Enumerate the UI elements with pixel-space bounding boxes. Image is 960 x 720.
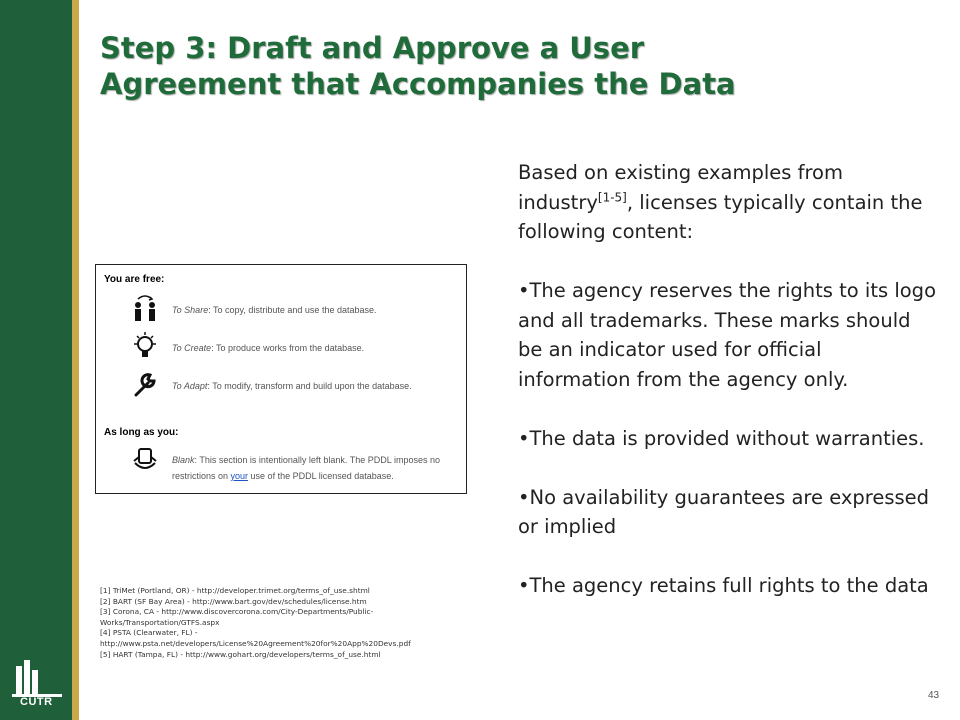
adapt-row	[172, 381, 412, 391]
title-line-2: Agreement that Accompanies the Data	[100, 67, 736, 101]
create-term: To Create	[172, 343, 212, 353]
bullet-item: •No availability guarantees are expressed or implied	[518, 485, 930, 538]
create-row	[172, 343, 364, 353]
intro-citation: [1-5]	[597, 190, 627, 204]
bullet-item: •The agency reserves the rights to its logo and all trademarks. These marks should be an indicator used for official information from the agency only.	[518, 279, 936, 391]
reference-line: [3] Corona, CA - http://www.discovercorona.com/City-Departments/Public-	[100, 607, 374, 617]
blank-line2-post: use of the PDDL licensed database.	[248, 471, 394, 481]
intro-text-end: , licenses typically contain the following content:	[518, 190, 923, 243]
adapt-term: To Adapt	[172, 381, 208, 391]
bullet-item: •The data is provided without warranties.	[518, 426, 925, 450]
blank-line2-pre: restrictions on	[172, 471, 231, 481]
people-share-icon	[130, 293, 160, 323]
slide-title	[100, 30, 920, 102]
bullet-item: •The agency retains full rights to the data	[518, 574, 929, 597]
intro-text: Based on existing examples from industry	[518, 161, 843, 214]
blank-desc: : This section is intentionally left blank. The PDDL imposes no	[194, 455, 440, 465]
blank-condition-icon	[130, 445, 160, 475]
sidebar-accent-stripe	[72, 0, 79, 720]
your-link[interactable]: your	[230, 471, 249, 481]
reference-line: Works/Transportation/GTFS.aspx	[100, 617, 220, 627]
share-term: To Share	[172, 305, 209, 315]
share-row	[172, 305, 376, 315]
logo-text: CUTR	[20, 696, 53, 708]
reference-line: [1] TriMet (Portland, OR) - http://developer.trimet.org/terms_of_use.shtml	[100, 586, 370, 595]
blank-row-line2	[172, 471, 394, 481]
reference-line: [5] HART (Tampa, FL) - http://www.gohart.org/developers/terms_of_use.html	[100, 649, 381, 659]
blank-term: Blank	[172, 455, 195, 465]
lightbulb-icon	[130, 331, 160, 361]
page-number: 43	[928, 690, 940, 701]
create-desc: : To produce works from the database.	[211, 343, 365, 353]
title-line-1: Step 3: Draft and Approve a User	[100, 31, 645, 65]
wrench-icon	[130, 369, 160, 399]
free-heading: You are free:	[104, 274, 165, 285]
reference-line: [4] PSTA (Clearwater, FL) -	[100, 628, 198, 638]
license-summary-panel	[95, 264, 467, 494]
adapt-desc: : To modify, transform and build upon the database.	[207, 381, 412, 391]
share-desc: : To copy, distribute and use the database.	[208, 305, 377, 315]
intro-paragraph	[518, 158, 938, 247]
references-list	[100, 586, 480, 660]
left-sidebar-band	[0, 0, 72, 720]
blank-row-line1	[172, 455, 440, 465]
reference-line: http://www.psta.net/developers/License%20Agreement%20for%20App%20Devs.pdf	[100, 638, 411, 648]
conditions-heading: As long as you:	[104, 427, 179, 438]
reference-line: [2] BART (SF Bay Area) - http://www.bart.gov/dev/schedules/license.htm	[100, 596, 367, 606]
body-text	[518, 158, 938, 601]
